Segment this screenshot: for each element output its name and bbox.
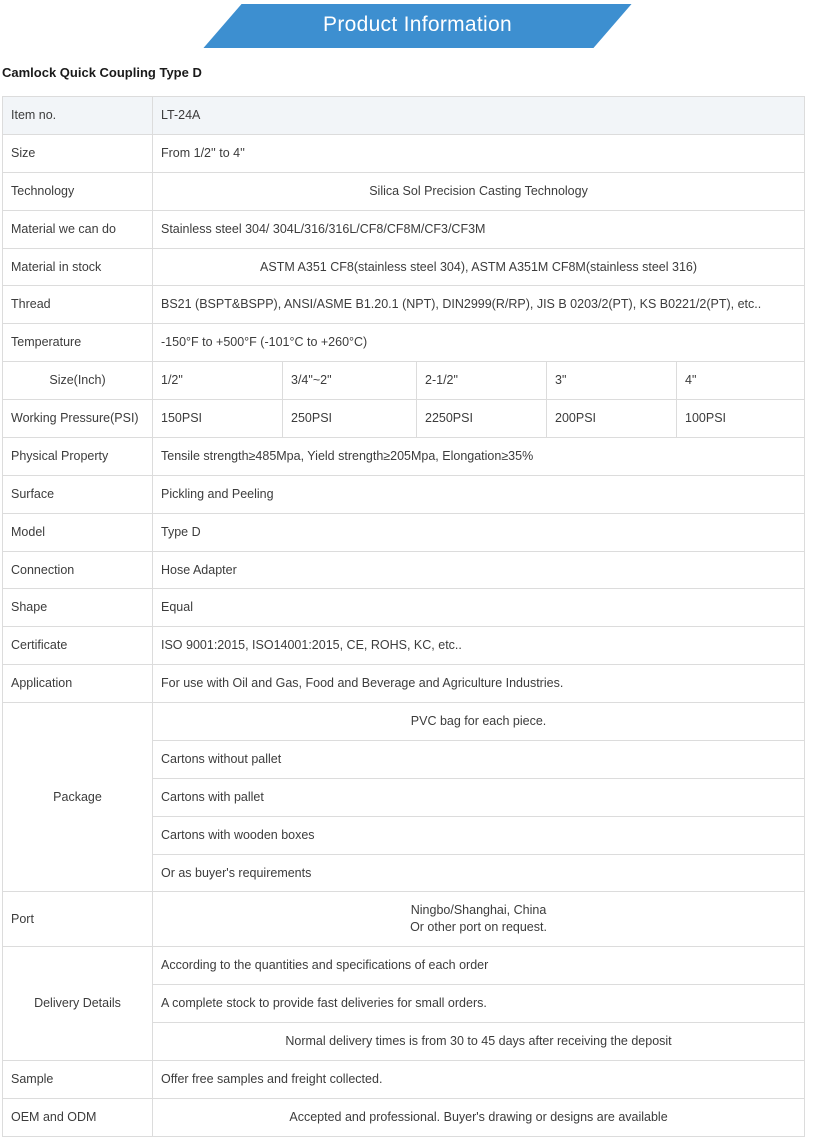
row-value: ASTM A351 CF8(stainless steel 304), ASTM A351M CF8M(stainless steel 316)	[153, 248, 805, 286]
table-row	[3, 1098, 805, 1136]
size-cell: 3"	[547, 362, 677, 400]
pressure-cell: 100PSI	[677, 400, 805, 438]
table-row	[3, 513, 805, 551]
specification-table	[2, 96, 805, 1137]
table-row	[3, 437, 805, 475]
row-value: Offer free samples and freight collected.	[153, 1060, 805, 1098]
row-label: Sample	[3, 1060, 153, 1098]
table-row	[3, 1060, 805, 1098]
delivery-item: According to the quantities and specifications of each order	[153, 947, 805, 985]
package-item: PVC bag for each piece.	[153, 703, 805, 741]
table-row	[3, 665, 805, 703]
table-row	[3, 324, 805, 362]
row-value: Pickling and Peeling	[153, 475, 805, 513]
port-line-2: Or other port on request.	[410, 920, 547, 935]
package-item: Cartons without pallet	[153, 740, 805, 778]
row-label: Surface	[3, 475, 153, 513]
row-label: Delivery Details	[3, 947, 153, 1061]
row-value: Stainless steel 304/ 304L/316/316L/CF8/CF8M/CF3/CF3M	[153, 210, 805, 248]
row-label: Certificate	[3, 627, 153, 665]
row-value: Hose Adapter	[153, 551, 805, 589]
table-row-package	[3, 703, 805, 741]
row-label: Temperature	[3, 324, 153, 362]
pressure-cell: 250PSI	[283, 400, 417, 438]
row-label: Working Pressure(PSI)	[3, 400, 153, 438]
banner-title: Product Information	[323, 13, 512, 36]
row-value: For use with Oil and Gas, Food and Beverage and Agriculture Industries.	[153, 665, 805, 703]
table-row	[3, 97, 805, 135]
row-label: Material we can do	[3, 210, 153, 248]
row-value: Accepted and professional. Buyer's drawing or designs are available	[153, 1098, 805, 1136]
package-item: Cartons with wooden boxes	[153, 816, 805, 854]
table-row-port	[3, 892, 805, 947]
size-cell: 1/2"	[153, 362, 283, 400]
row-label: Size(Inch)	[3, 362, 153, 400]
page-banner	[0, 0, 835, 52]
row-label: Application	[3, 665, 153, 703]
row-label: Material in stock	[3, 248, 153, 286]
page-title: Camlock Quick Coupling Type D	[2, 65, 202, 80]
table-row	[3, 172, 805, 210]
row-value: LT-24A	[153, 97, 805, 135]
package-item: Cartons with pallet	[153, 778, 805, 816]
table-row	[3, 248, 805, 286]
pressure-cell: 2250PSI	[417, 400, 547, 438]
row-value: Equal	[153, 589, 805, 627]
row-label: Thread	[3, 286, 153, 324]
table-row	[3, 210, 805, 248]
row-label: Physical Property	[3, 437, 153, 475]
package-item: Or as buyer's requirements	[153, 854, 805, 892]
table-row-pressure	[3, 400, 805, 438]
row-value: Silica Sol Precision Casting Technology	[153, 172, 805, 210]
pressure-cell: 200PSI	[547, 400, 677, 438]
row-label: Technology	[3, 172, 153, 210]
row-value: Type D	[153, 513, 805, 551]
specification-table-wrapper	[2, 96, 804, 1137]
row-value: BS21 (BSPT&BSPP), ANSI/ASME B1.20.1 (NPT), DIN2999(R/RP), JIS B 0203/2(PT), KS B0221/2(PT), etc..	[153, 286, 805, 324]
row-label: Item no.	[3, 97, 153, 135]
row-label: Connection	[3, 551, 153, 589]
port-line-1: Ningbo/Shanghai, China	[410, 903, 547, 918]
table-row	[3, 134, 805, 172]
row-label: Port	[3, 892, 153, 947]
row-label: Size	[3, 134, 153, 172]
row-value: -150°F to +500°F (-101°C to +260°C)	[153, 324, 805, 362]
table-row	[3, 286, 805, 324]
row-label: Shape	[3, 589, 153, 627]
table-row	[3, 475, 805, 513]
row-label: OEM and ODM	[3, 1098, 153, 1136]
row-label: Model	[3, 513, 153, 551]
row-value: ISO 9001:2015, ISO14001:2015, CE, ROHS, KC, etc..	[153, 627, 805, 665]
table-row-size	[3, 362, 805, 400]
pressure-cell: 150PSI	[153, 400, 283, 438]
table-row	[3, 589, 805, 627]
delivery-item: A complete stock to provide fast deliveries for small orders.	[153, 985, 805, 1023]
row-label: Package	[3, 703, 153, 892]
delivery-item: Normal delivery times is from 30 to 45 days after receiving the deposit	[153, 1022, 805, 1060]
table-row	[3, 551, 805, 589]
row-value: From 1/2'' to 4''	[153, 134, 805, 172]
table-row-delivery	[3, 947, 805, 985]
size-cell: 2-1/2"	[417, 362, 547, 400]
port-value	[153, 892, 805, 947]
size-cell: 3/4"~2"	[283, 362, 417, 400]
table-row	[3, 627, 805, 665]
row-value: Tensile strength≥485Mpa, Yield strength≥205Mpa, Elongation≥35%	[153, 437, 805, 475]
size-cell: 4"	[677, 362, 805, 400]
